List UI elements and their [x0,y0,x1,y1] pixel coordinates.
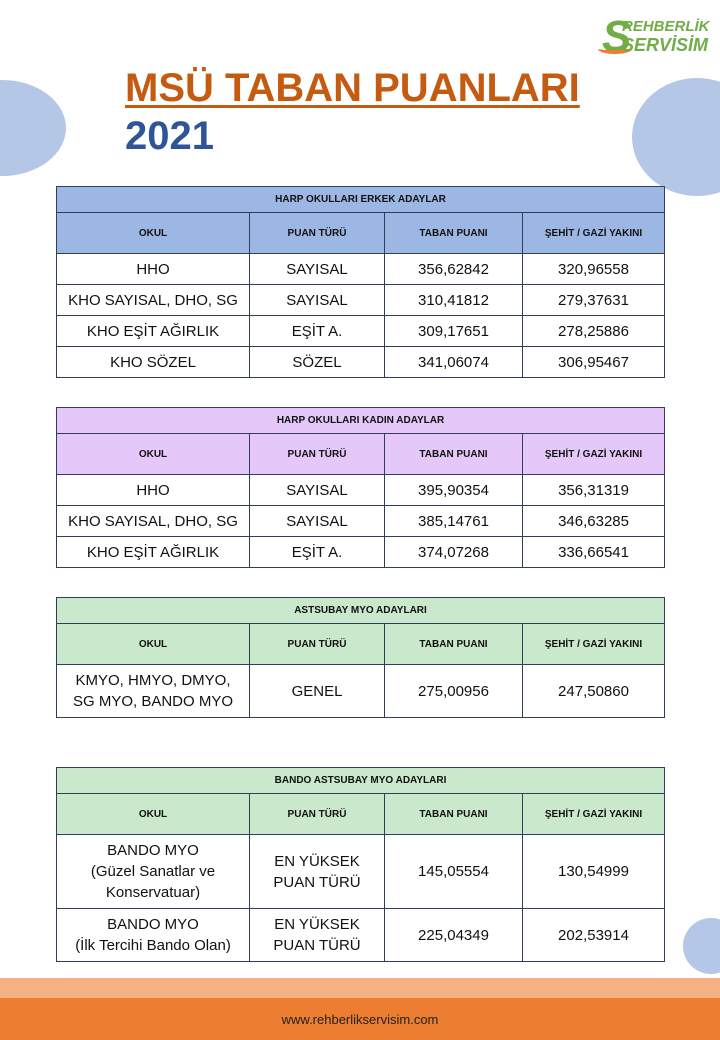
cell-sehit: 247,50860 [523,665,665,718]
table-male-candidates [56,186,665,378]
cell-okul: KHO SÖZEL [57,347,250,378]
table-row [57,254,665,285]
cell-okul-line: Konservatuar) [105,884,201,901]
cell-tur: SAYISAL [250,254,385,285]
table-bando-astsubay [56,767,665,962]
cell-okul: HHO [57,254,250,285]
cell-sehit: 279,37631 [523,285,665,316]
table-row [57,347,665,378]
table-astsubay-myo [56,597,665,718]
cell-taban: 309,17651 [385,316,523,347]
section-title: HARP OKULLARI ERKEK ADAYLAR [57,187,665,213]
cell-tur: EŞİT A. [250,316,385,347]
cell-okul-line: SG MYO, BANDO MYO [72,693,234,710]
col-taban-puani: TABAN PUANI [385,624,523,665]
cell-okul-line: BANDO MYO [107,842,199,859]
cell-tur: GENEL [250,665,385,718]
cell-taban: 341,06074 [385,347,523,378]
cell-sehit: 306,95467 [523,347,665,378]
cell-tur: SAYISAL [250,475,385,506]
cell-okul: KHO EŞİT AĞIRLIK [57,537,250,568]
col-puan-turu: PUAN TÜRÜ [250,434,385,475]
cell-taban: 356,62842 [385,254,523,285]
cell-taban: 385,14761 [385,506,523,537]
cell-okul-line: KMYO, HMYO, DMYO, [75,672,231,689]
cell-taban: 310,41812 [385,285,523,316]
cell-tur: SAYISAL [250,285,385,316]
cell-okul-line: (Güzel Sanatlar ve [90,863,216,880]
cell-taban: 225,04349 [385,909,523,962]
cell-taban: 275,00956 [385,665,523,718]
table-row [57,909,665,962]
page-year: 2021 [125,114,214,158]
cell-okul [57,835,250,909]
cell-tur: EŞİT A. [250,537,385,568]
col-taban-puani: TABAN PUANI [385,213,523,254]
cell-tur-line: PUAN TÜRÜ [273,873,361,891]
brand-logo [598,12,712,61]
col-okul: OKUL [57,624,250,665]
section-title: HARP OKULLARI KADIN ADAYLAR [57,408,665,434]
col-puan-turu: PUAN TÜRÜ [250,213,385,254]
cell-okul [57,665,250,718]
col-taban-puani: TABAN PUANI [385,794,523,835]
cell-taban: 374,07268 [385,537,523,568]
footer-band-light [0,978,720,998]
cell-tur [250,909,385,962]
table-row [57,537,665,568]
cell-okul: KHO SAYISAL, DHO, SG [57,506,250,537]
col-puan-turu: PUAN TÜRÜ [250,794,385,835]
table-row [57,506,665,537]
cell-tur [250,835,385,909]
cell-sehit: 320,96558 [523,254,665,285]
cell-sehit: 346,63285 [523,506,665,537]
cell-tur: SÖZEL [250,347,385,378]
col-okul: OKUL [57,794,250,835]
col-okul: OKUL [57,213,250,254]
cell-okul: KHO EŞİT AĞIRLIK [57,316,250,347]
col-sehit-gazi: ŞEHİT / GAZİ YAKINI [523,213,665,254]
table-row [57,475,665,506]
cell-tur: SAYISAL [250,506,385,537]
table-row [57,835,665,909]
cell-okul: HHO [57,475,250,506]
decor-circle-right [632,78,720,196]
table-row [57,285,665,316]
page-title: MSÜ TABAN PUANLARI [125,66,580,110]
cell-sehit: 336,66541 [523,537,665,568]
col-taban-puani: TABAN PUANI [385,434,523,475]
logo-initial: S [602,12,632,61]
col-okul: OKUL [57,434,250,475]
cell-tur-line: PUAN TÜRÜ [273,937,361,954]
logo-line1: REHBERLİK [622,18,710,35]
cell-okul [57,909,250,962]
cell-taban: 145,05554 [385,835,523,909]
cell-sehit: 202,53914 [523,909,665,962]
col-sehit-gazi: ŞEHİT / GAZİ YAKINI [523,624,665,665]
cell-tur-line: EN YÜKSEK [274,852,360,870]
cell-okul: KHO SAYISAL, DHO, SG [57,285,250,316]
cell-sehit: 278,25886 [523,316,665,347]
decor-circle-small [683,918,720,974]
cell-sehit: 356,31319 [523,475,665,506]
cell-okul-line: BANDO MYO [107,916,199,933]
cell-okul-line: (İlk Tercihi Bando Olan) [75,937,231,954]
section-title: ASTSUBAY MYO ADAYLARI [57,598,665,624]
section-title: BANDO ASTSUBAY MYO ADAYLARI [57,768,665,794]
table-female-candidates [56,407,665,568]
col-puan-turu: PUAN TÜRÜ [250,624,385,665]
col-sehit-gazi: ŞEHİT / GAZİ YAKINI [523,434,665,475]
cell-tur-line: EN YÜKSEK [274,916,360,933]
cell-taban: 395,90354 [385,475,523,506]
footer-website-link[interactable]: www.rehberlikservisim.com [281,1012,439,1027]
table-row [57,665,665,718]
table-row [57,316,665,347]
decor-circle-left [0,80,66,176]
logo-line2: SERVİSİM [622,35,709,55]
cell-sehit: 130,54999 [523,835,665,909]
col-sehit-gazi: ŞEHİT / GAZİ YAKINI [523,794,665,835]
